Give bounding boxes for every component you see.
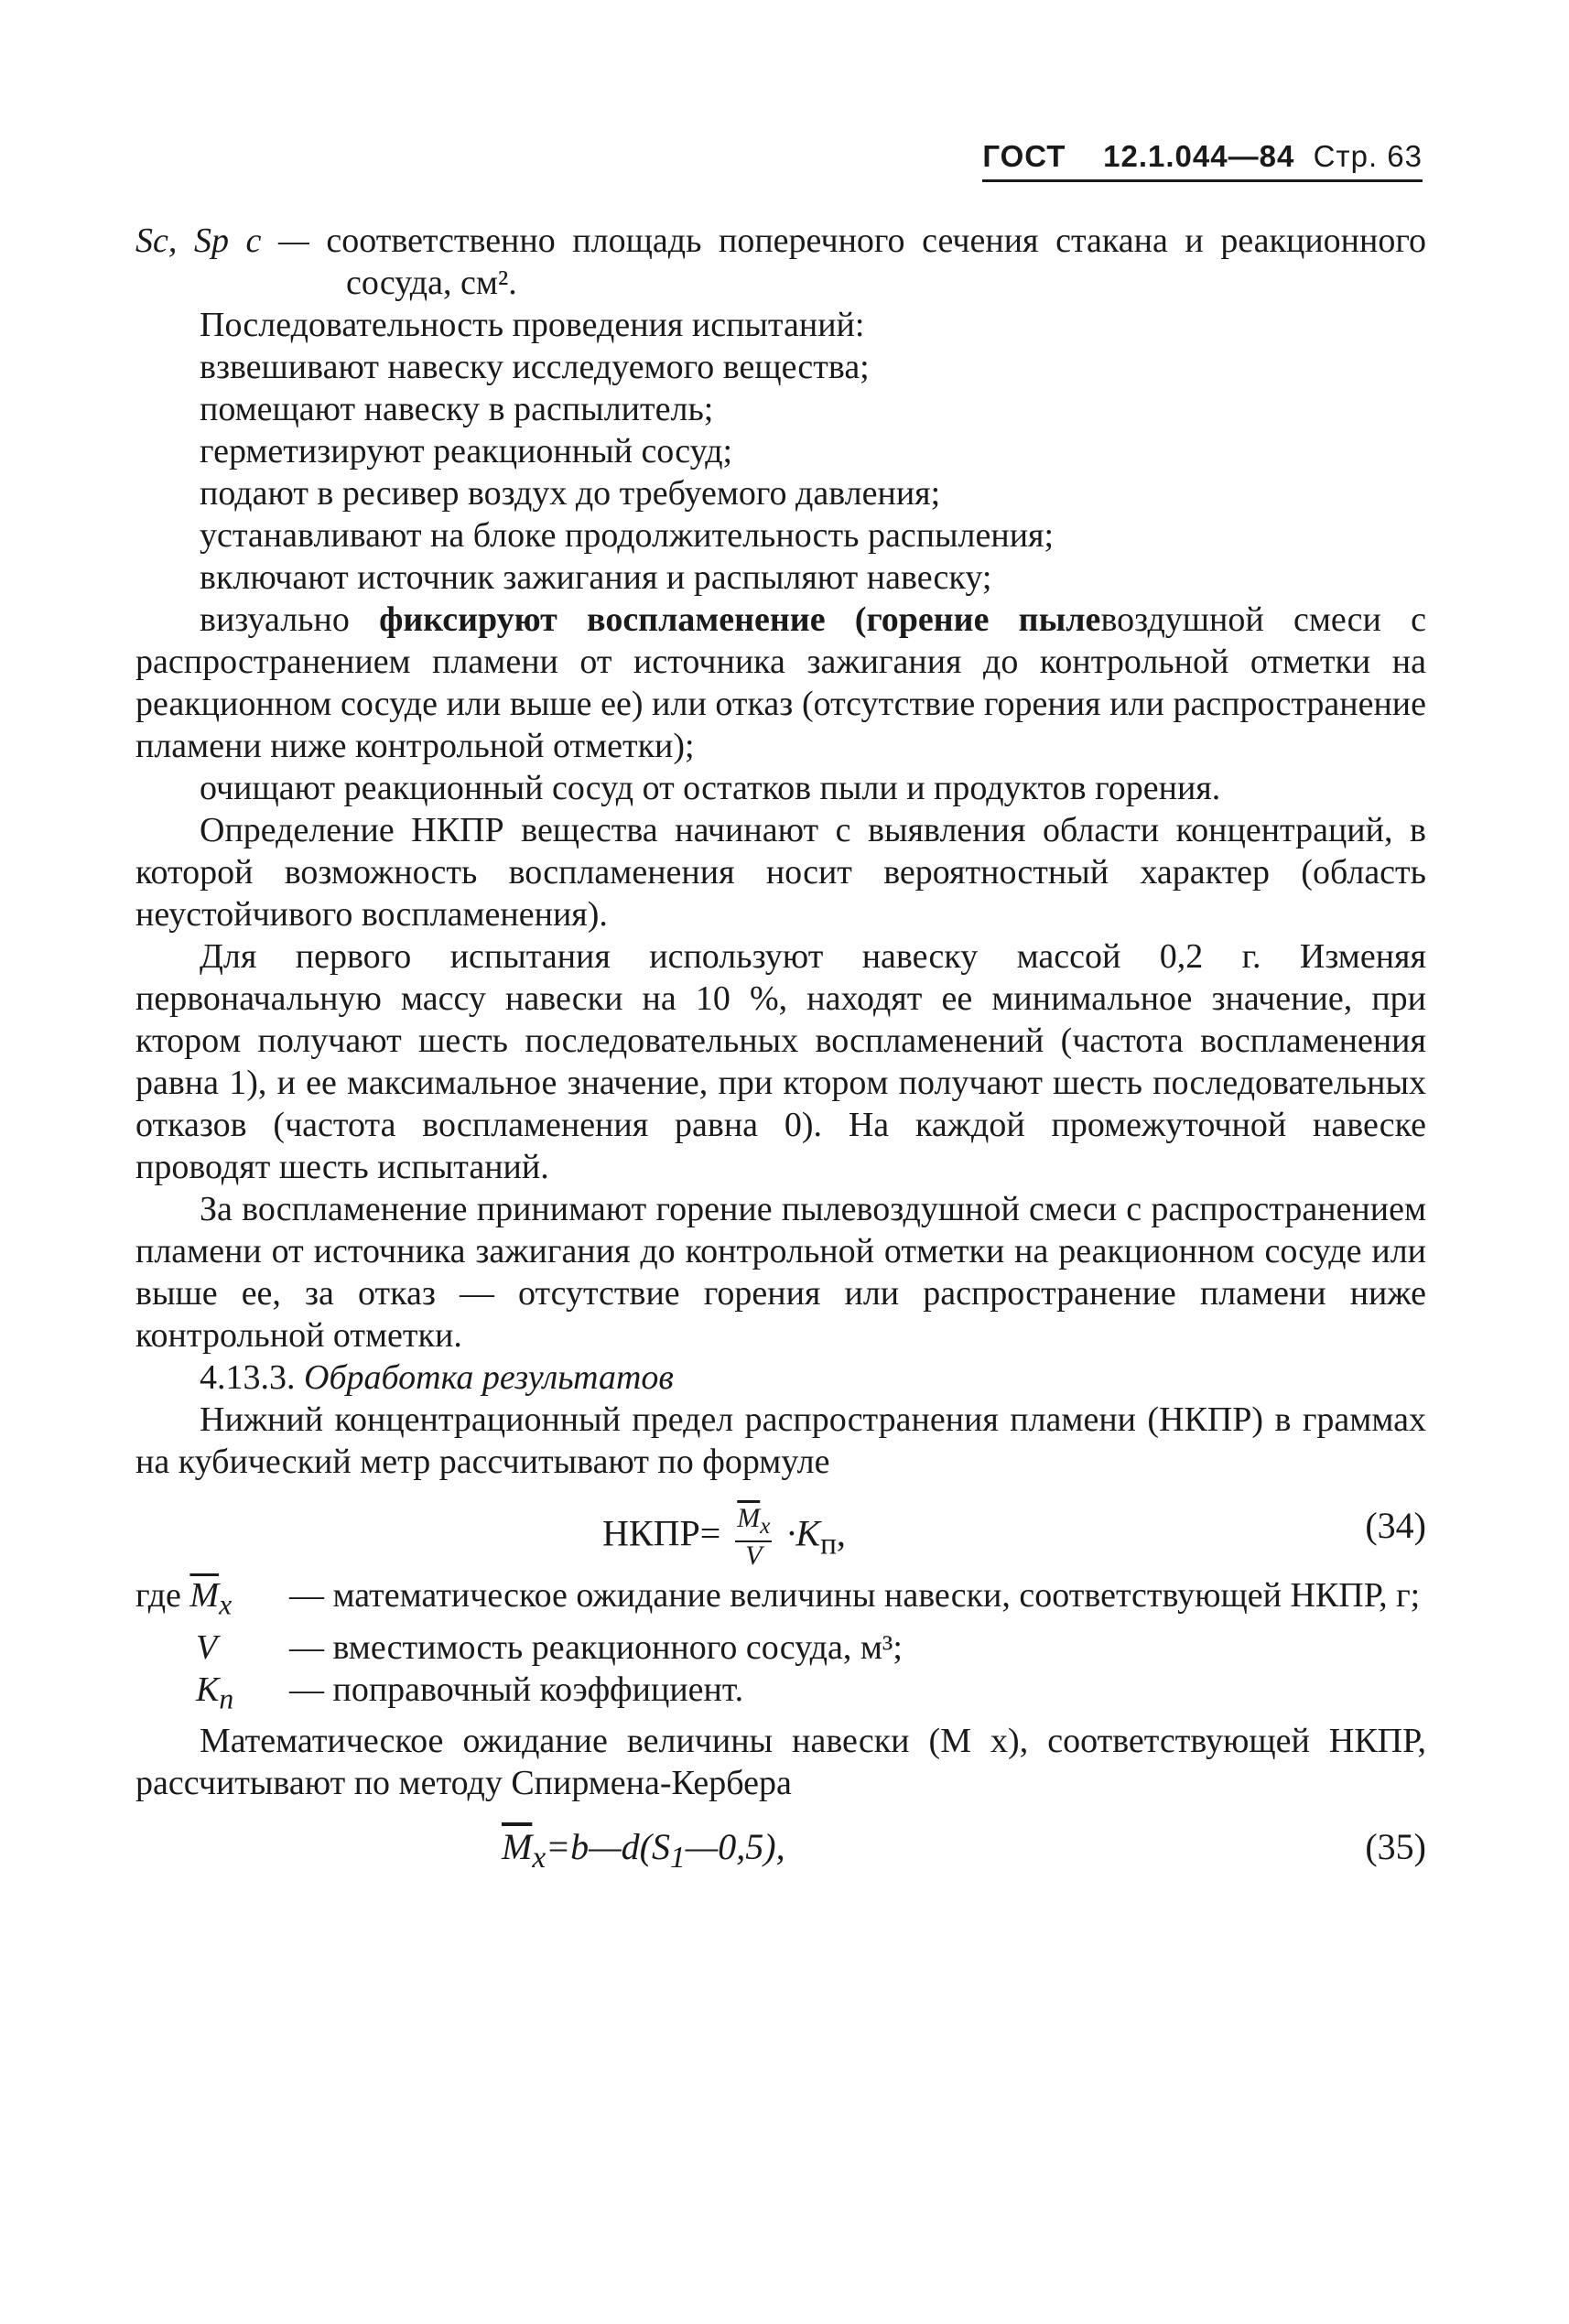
where-label: где [135,1576,181,1615]
formula-34-rhs: ·K [786,1512,821,1554]
standard-code: 12.1.044—84 [1103,139,1295,173]
formula-34-tail: , [836,1512,846,1554]
def-symbol: $\overline{M}$ [189,1576,220,1615]
step-visual [135,599,1426,767]
paragraph-nkpr: Определение НКПР вещества начинают с выявления области концентраций, в которой возможность воспламенения носит вероятностный характер (область неустойчивого воспламенения). [135,811,1426,934]
paragraph-math-expectation: Математическое ожидание величины навески (M x), соответствующей НКПР, рассчитывают по методу Спирмена-Кербера [135,1722,1426,1803]
definition-text: — вместимость реакционного сосуда, м³; [289,1627,903,1667]
formula-34-lhs: НКПР= [602,1512,721,1554]
page-header [982,139,1423,182]
step-item: устанавливают на блоке продолжительность распыления; [200,516,1055,555]
formula-34-fraction [735,1505,772,1570]
formula-35-expression: $\overline{M}_x=b—d(S_1—0,5)$, [502,1826,785,1875]
formula-35-expr: =b—d(S [546,1826,671,1868]
formula-34-rhs-sub: п [820,1527,837,1562]
definition-text: — поправочный коэффициент. [289,1670,744,1709]
steps-list [135,346,1426,599]
definition-term: где $\overline{M}_x$ [135,1576,233,1621]
definition-text: — математическое ожидание величины навески, соответствующей НКПР, г; [289,1576,1421,1615]
step-item: помещают навеску в распылитель; [200,390,714,428]
section-number: 4.13.3. [200,1358,296,1397]
formula-34-number: (34) [1365,1505,1426,1546]
formula-35 [135,1804,1426,1896]
step-visual-rest: воздушной смеси с распространением пламени от источника зажигания до контрольной отметки на реакционном сосуде или выше ее) или отказ (отсутствие горения или распространение пламени ниже контрольной отметки); [135,600,1426,765]
definition-term: V [196,1627,218,1667]
definition-term: $K_п$ [196,1670,234,1715]
page-number: Стр. 63 [1313,139,1423,173]
section-heading [135,1357,1426,1399]
section-title: Обработка результатов [304,1358,674,1397]
intro-definition [135,220,1426,304]
step-item: герметизируют реакционный сосуд; [200,432,733,470]
formula-35-number: (35) [1365,1826,1426,1868]
paragraph-calc: Нижний концентрационный предел распространения пламени (НКПР) в граммах на кубический метр рассчитывают по формуле [135,1400,1426,1481]
step-visual-bold: фиксируют воспламенение (горение пыле [379,600,1101,639]
intro-term: Sс, Sр с — [135,222,309,260]
paragraph-ignition: За воспламенение принимают горение пылевоздушной смеси с распространением пламени от источника зажигания до контрольной отметки на реакционном сосуде или выше ее, за отказ — отсутствие горения или распространение пламени ниже контрольной отметки. [135,1190,1426,1355]
formula-34-numerator: $\overline{M}_x$ [735,1505,772,1542]
intro-text: соответственно площадь поперечного сечения стакана и реакционного сосуда, см². [326,222,1426,302]
document-body [135,220,1426,1896]
step-item: включают источник зажигания и распыляют навеску; [200,558,992,597]
step-visual-pre: визуально [200,600,380,639]
formula-34-denominator: V [745,1540,763,1571]
formula-34-expression [602,1505,846,1570]
formula-35-lhs: $\overline{M}$ [502,1826,533,1868]
step-clean: очищают реакционный сосуд от остатков пыли и продуктов горения. [200,769,1221,807]
formula-34 [135,1483,1426,1574]
standard-label: ГОСТ [982,139,1066,173]
paragraph-first-test: Для первого испытания используют навеску массой 0,2 г. Изменяя первоначальную массу навески на 10 %, находят ее минимальное значение, при кторoм получают шесть последовательных воспламенений (частота воспламенения равна 1), и ее максимальное значение, при кторoм получают шесть последовательных отказов (частота воспламенения равна 0). На каждой промежуточной навеске проводят шесть испытаний. [135,937,1426,1186]
step-item: взвешивают навеску исследуемого вещества; [200,348,870,386]
formula-35-tail: —0,5), [685,1826,785,1868]
step-item: подают в ресивер воздух до требуемого давления; [200,474,941,513]
definitions-list [135,1574,1426,1720]
sequence-title: Последовательность проведения испытаний: [200,306,865,344]
